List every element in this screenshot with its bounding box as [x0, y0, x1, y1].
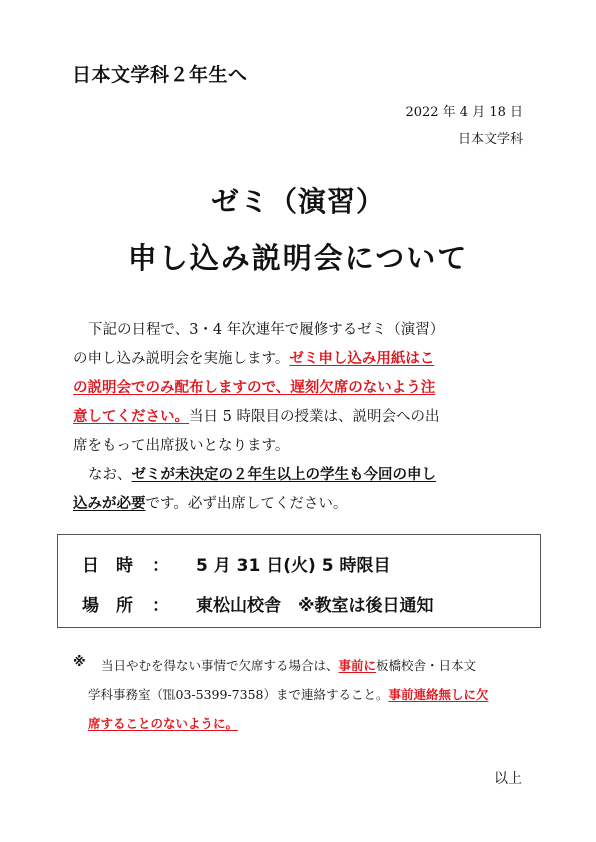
highlight-red-text: 事前に	[338, 658, 377, 673]
body-line-5	[73, 434, 289, 455]
body-text: です。必ず出席してください。	[145, 496, 348, 512]
note-line-1	[101, 656, 476, 674]
note-line-2	[88, 685, 489, 703]
note-text: 学科事務室（℡03-5399-7358）まで連絡すること。	[88, 687, 389, 702]
addressee: 日本文学科２年生へ	[72, 64, 248, 86]
body-text: 当日 5 時限目の授業は、説明会への出	[189, 409, 440, 425]
title-line-2: 申し込み説明会について	[127, 241, 469, 275]
body-text: の申し込み説明会を実施します。	[73, 351, 290, 367]
body-line-1	[88, 318, 444, 339]
colon: ：	[152, 556, 169, 576]
highlight-red-text: の説明会でのみ配布しますので、遅刻欠席のないよう注	[73, 380, 436, 396]
issuing-department: 日本文学科	[457, 132, 523, 147]
body-text: 下記の日程で、3・4 年次連年で履修するゼミ（演習）	[88, 322, 445, 338]
body-text: 席をもって出席扱いとなります。	[73, 438, 290, 454]
body-line-6	[88, 463, 436, 484]
body-line-2	[73, 347, 434, 368]
highlight-red-text: 意してください。	[73, 409, 189, 425]
date-value: 5 月 31 日(火) 5 時限目	[196, 556, 391, 576]
note-text: 当日やむを得ない事情で欠席する場合は、	[101, 658, 339, 673]
place-label: 場 所	[82, 596, 133, 616]
highlight-bold-text: ゼミが未決定の２年生以上の学生も今回の申し	[131, 467, 436, 483]
body-line-4	[73, 405, 439, 426]
title-line-1: ゼミ（演習）	[210, 185, 385, 218]
note-mark: ※	[73, 655, 86, 670]
body-text: なお、	[88, 467, 132, 483]
body-line-7	[73, 492, 347, 513]
colon: ：	[152, 596, 169, 616]
place-value: 東松山校舎 ※教室は後日通知	[196, 596, 434, 616]
event-place-row	[82, 591, 434, 616]
highlight-red-text: ゼミ申し込み用紙はこ	[289, 351, 435, 367]
note-text: 板橋校舎・日本文	[376, 658, 477, 673]
issue-date: 2022 年 4 月 18 日	[405, 105, 523, 120]
closing-remark: 以上	[494, 771, 522, 787]
body-line-3	[73, 376, 435, 397]
event-info-box	[57, 534, 541, 628]
highlight-red-text: 事前連絡無しに欠	[388, 687, 489, 702]
date-label: 日 時	[82, 556, 133, 576]
event-date-row	[82, 551, 390, 576]
note-line-3	[88, 714, 238, 732]
highlight-bold-text: 込みが必要	[73, 496, 146, 512]
highlight-red-text: 席することのないように。	[88, 716, 239, 731]
